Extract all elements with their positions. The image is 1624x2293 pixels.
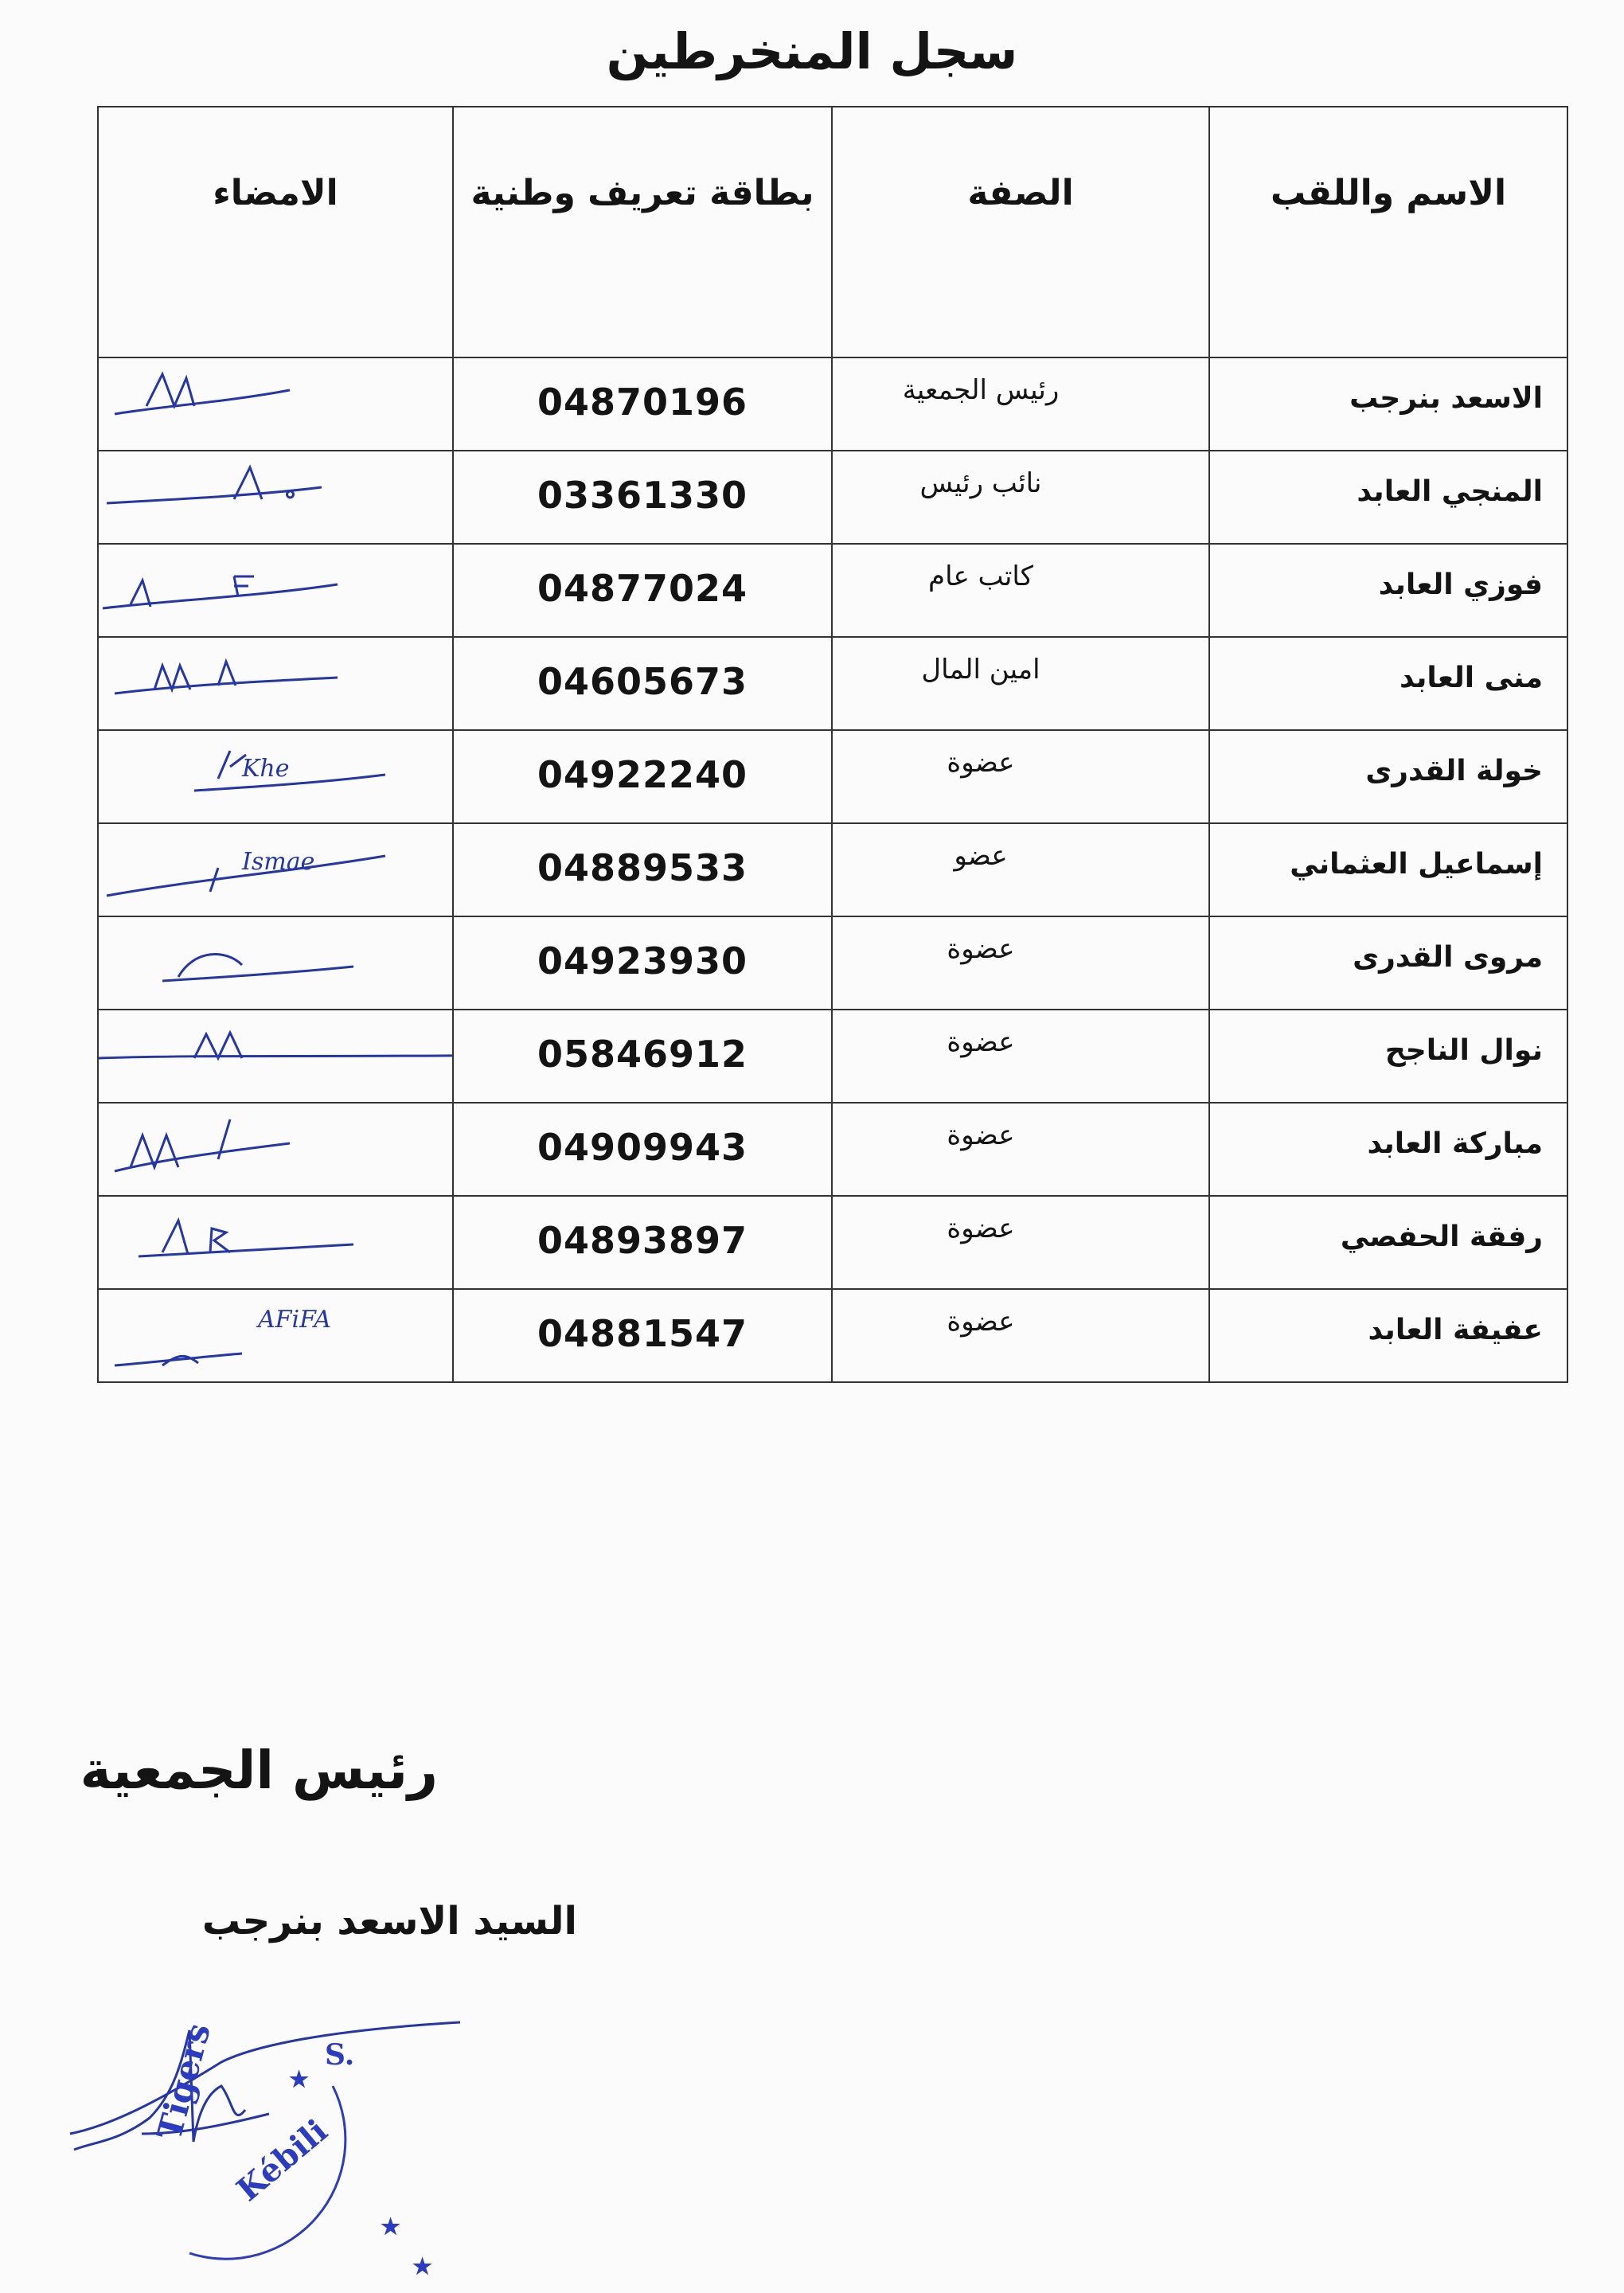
- footer-title: رئيس الجمعية: [80, 1740, 438, 1801]
- header-signature: الامضاء: [213, 173, 338, 213]
- member-name: إسماعيل العثماني: [1290, 848, 1543, 881]
- member-id-card: 04605673: [537, 660, 748, 703]
- signature-icon: [99, 917, 452, 1009]
- member-signature: [99, 824, 452, 916]
- stamp-star-icon: ★: [381, 2213, 401, 2240]
- member-name: نوال الناجح: [1384, 1034, 1543, 1067]
- table-row: [98, 637, 1567, 730]
- header-role: الصفة: [967, 173, 1074, 213]
- member-name: فوزي العابد: [1378, 568, 1543, 601]
- table-row: [98, 1010, 1567, 1103]
- member-id-card: 05846912: [537, 1033, 748, 1076]
- signature-icon: [99, 1010, 452, 1102]
- table-row: [98, 916, 1567, 1010]
- member-signature: [99, 1104, 452, 1195]
- member-name: الاسعد بنرجب: [1349, 382, 1543, 415]
- signature-icon: [99, 638, 452, 729]
- member-name: المنجي العابد: [1357, 475, 1543, 508]
- signature-stroke: [115, 662, 338, 693]
- signature-stroke: [103, 576, 338, 608]
- member-id-card: 04877024: [537, 567, 748, 610]
- member-id-card: 04909943: [537, 1126, 748, 1169]
- signature-stroke: [99, 1033, 452, 1058]
- member-signature: [99, 917, 452, 1009]
- member-name: منى العابد: [1400, 662, 1543, 694]
- table-header-row: [98, 107, 1567, 357]
- member-id-card: 04870196: [537, 381, 748, 424]
- member-name: مباركة العابد: [1367, 1127, 1543, 1160]
- table-row: [98, 823, 1567, 916]
- member-name: خولة القدرى: [1365, 755, 1543, 787]
- member-id-card: 04889533: [537, 846, 748, 889]
- member-role: امين المال: [921, 654, 1040, 686]
- signature-stroke: [139, 1221, 353, 1256]
- signature-icon: [99, 545, 452, 636]
- signature-icon: [99, 1197, 452, 1288]
- signature-stroke: [115, 1119, 290, 1171]
- signature-stroke: [115, 1354, 242, 1365]
- member-id-card: 04881547: [537, 1312, 748, 1355]
- member-role: عضوة: [947, 1026, 1015, 1058]
- member-signature: [99, 451, 452, 543]
- member-id-card: 03361330: [537, 474, 748, 517]
- signature-icon: [99, 1290, 452, 1381]
- header-name: الاسم واللقب: [1270, 173, 1507, 213]
- member-role: كاتب عام: [928, 561, 1033, 592]
- table-row: [98, 1289, 1567, 1382]
- table-row: [98, 1103, 1567, 1196]
- member-name: مروى القدرى: [1353, 941, 1543, 974]
- header-id-card: بطاقة تعريف وطنية: [470, 173, 814, 213]
- signature-icon: [99, 451, 452, 543]
- signature-stroke: [162, 954, 353, 981]
- stamp-text-tigers: Tigers: [150, 2019, 218, 2144]
- member-role: عضوة: [947, 933, 1015, 965]
- signature-icon: [99, 1104, 452, 1195]
- table-row: [98, 730, 1567, 823]
- stamp-text-s: S.: [325, 2038, 355, 2072]
- document-title: سجل المنخرطين: [606, 22, 1018, 80]
- stamp-text-kebili: Kébili: [229, 2111, 335, 2209]
- member-name: عفيفة العابد: [1368, 1314, 1543, 1346]
- footer-name: السيد الاسعد بنرجب: [201, 1899, 577, 1943]
- stamp-star-icon: ★: [412, 2253, 433, 2279]
- signature-stroke: [115, 374, 290, 414]
- signature-text: AFiFA: [258, 1306, 331, 1334]
- member-role: عضو: [954, 840, 1008, 872]
- member-signature: [99, 731, 452, 822]
- table-row: [98, 357, 1567, 451]
- member-role: عضوة: [947, 747, 1015, 779]
- member-signature: [99, 1197, 452, 1288]
- member-signature: [99, 358, 452, 450]
- member-signature: [99, 638, 452, 729]
- stamp-star-icon: ★: [289, 2066, 310, 2092]
- member-role: عضوة: [947, 1119, 1015, 1151]
- signature-icon: [99, 358, 452, 450]
- member-signature: [99, 1290, 452, 1381]
- member-role: عضوة: [947, 1213, 1015, 1244]
- member-id-card: 04923930: [537, 939, 748, 982]
- member-role: رئيس الجمعية: [902, 374, 1060, 406]
- table-row: [98, 544, 1567, 637]
- member-signature: [99, 1010, 452, 1102]
- members-table: [97, 106, 1568, 1383]
- signature-stroke: [194, 751, 385, 791]
- signature-stroke: [107, 467, 322, 503]
- stamp-and-signature: [62, 2014, 476, 2285]
- signature-text: Ismae: [242, 848, 315, 876]
- member-signature: [99, 545, 452, 636]
- member-id-card: 04922240: [537, 753, 748, 796]
- signature-text: Khe: [242, 755, 290, 783]
- member-role: نائب رئيس: [919, 467, 1042, 499]
- table-body: [98, 357, 1567, 1382]
- table-row: [98, 451, 1567, 544]
- member-name: رفقة الحفصي: [1340, 1221, 1543, 1253]
- member-role: عضوة: [947, 1306, 1015, 1338]
- member-id-card: 04893897: [537, 1219, 748, 1262]
- table-row: [98, 1196, 1567, 1289]
